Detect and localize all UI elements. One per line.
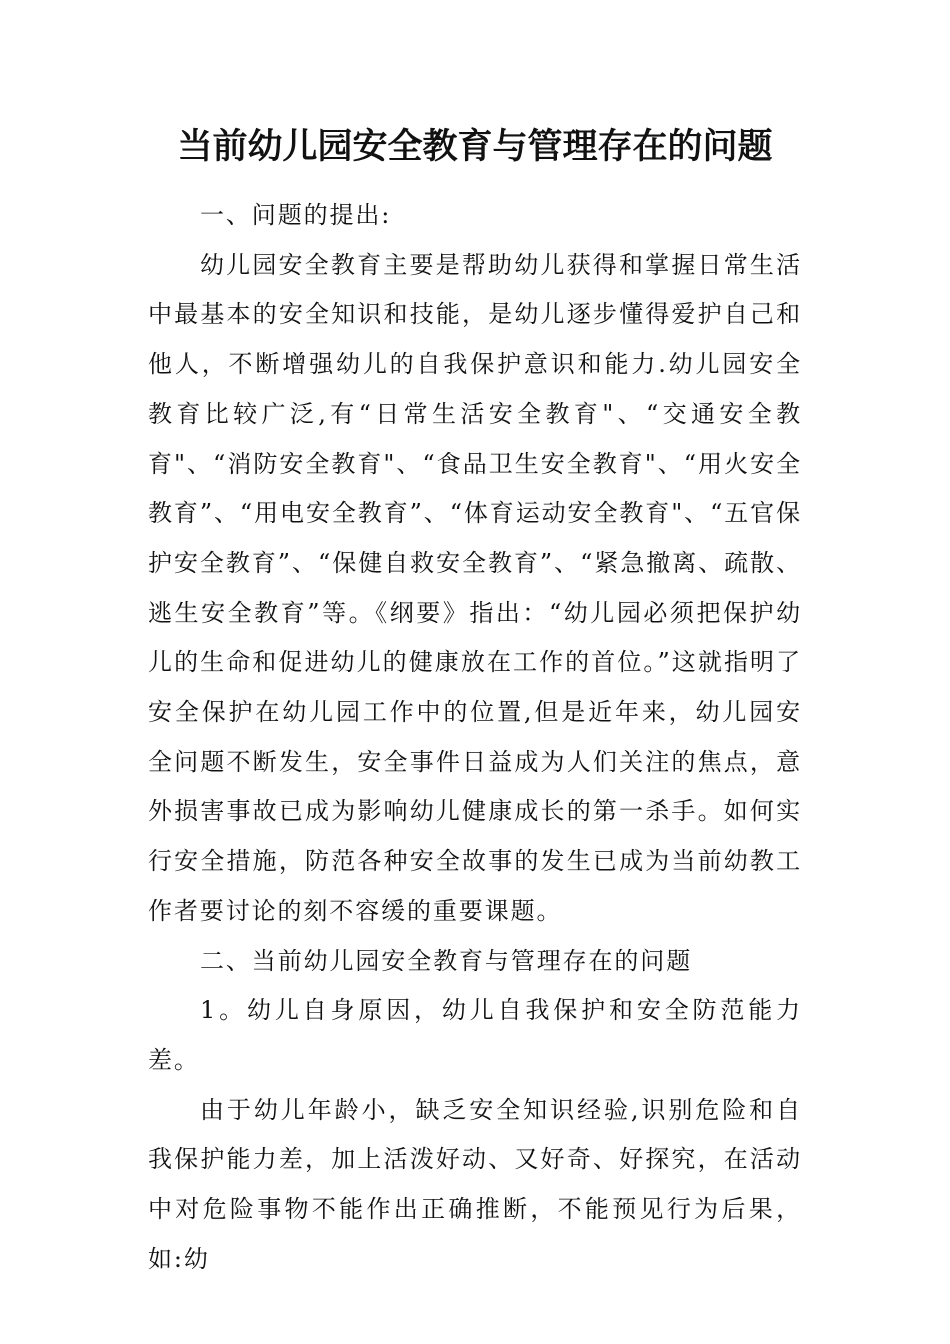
document-title: 当前幼儿园安全教育与管理存在的问题 [177,126,773,167]
paragraph-reason: 由于幼儿年龄小，缺乏安全知识经验,识别危险和自我保护能力差，加上活泼好动、又好奇、好探究，在活动中对危险事物不能作出正确推断，不能预见行为后果，如:幼 [148,1095,802,1273]
document-body [148,191,802,1284]
subsection-heading-1: 1。幼儿自身原因，幼儿自我保护和安全防范能力差。 [148,996,802,1074]
section-heading-2: 二、当前幼儿园安全教育与管理存在的问题 [200,946,693,975]
section-heading-1: 一、问题的提出: [200,201,392,229]
paragraph-intro: 幼儿园安全教育主要是帮助幼儿获得和掌握日常生活中最基本的安全知识和技能，是幼儿逐步懂得爱护自己和他人，不断增强幼儿的自我保护意识和能力.幼儿园安全教育比较广泛,有“日常生活安全教育"、“交通安全教育"、“消防安全教育"、“食品卫生安全教育"、“用火安全教育”、“用电安全教育”、“体育运动安全教育"、“五官保护安全教育”、“保健自救安全教育”、“紧急撤离、疏散、逃生安全教育”等。《纲要》指出：“幼儿园必须把保护幼儿的生命和促进幼儿的健康放在工作的首位。”这就指明了安全保护在幼儿园工作中的位置,但是近年来，幼儿园安全问题不断发生，安全事件日益成为人们关注的焦点，意外损害事故已成为影响幼儿健康成长的第一杀手。如何实行安全措施，防范各种安全故事的发生已成为当前幼教工作者要讨论的刻不容缓的重要课题。 [148,250,802,925]
